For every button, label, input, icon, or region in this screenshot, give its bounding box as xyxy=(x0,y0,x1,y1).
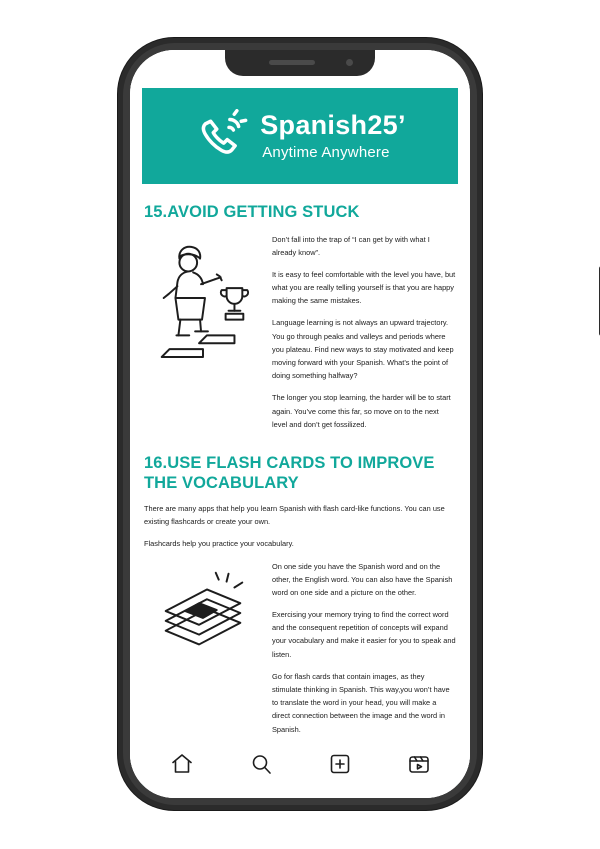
paragraph: The longer you stop learning, the harder will be to start again. You’ve come this far, so move on to the next level and don’t get fossilized. xyxy=(272,393,451,429)
banner-text-block xyxy=(260,111,406,161)
app-root xyxy=(130,50,470,798)
content-scroll-area[interactable] xyxy=(130,88,470,798)
paragraph: Exercising your memory trying to find the correct word and the consequent repetition of concepts will expand your vocabulary and make it easier for you to speak and listen. xyxy=(272,610,456,659)
add-tab[interactable] xyxy=(320,746,360,786)
app-banner xyxy=(142,88,458,184)
search-tab[interactable] xyxy=(241,746,281,786)
section-16-paragraphs xyxy=(272,560,456,736)
phone-ringing-icon xyxy=(194,109,250,165)
section-16-intro-paragraph: Flashcards help you practice your vocabulary. xyxy=(144,539,294,549)
banner-subtitle: Anytime Anywhere xyxy=(262,144,390,162)
section-16-heading: 16.USE FLASH CARDS TO IMPROVE THE VOCABULARY xyxy=(144,453,435,493)
front-camera-icon xyxy=(346,59,353,66)
stack-of-flash-cards-illustration xyxy=(144,560,262,673)
media-tab[interactable] xyxy=(399,746,439,786)
paragraph: Go for flash cards that contain images, as they stimulate thinking in Spanish. This way,you won’t have to translate the word in your head, you will make a direct connection between the image and the word in Spanish. xyxy=(272,671,450,734)
bottom-tab-bar xyxy=(130,734,470,798)
paragraph: It is easy to feel comfortable with the level you have, but what you are really telling yourself is that you are happy making the same mistakes. xyxy=(272,269,456,306)
person-climbing-stairs-to-trophy-illustration xyxy=(144,233,262,366)
video-box-icon xyxy=(407,752,431,781)
banner-title: Spanish25’ xyxy=(260,109,406,140)
section-15-paragraphs xyxy=(272,233,456,431)
phone-device-frame xyxy=(118,38,482,810)
home-icon xyxy=(170,752,194,781)
plus-square-icon xyxy=(328,752,352,781)
section-16-row xyxy=(144,560,456,736)
screen-notch xyxy=(225,50,375,76)
home-tab[interactable] xyxy=(162,746,202,786)
article-body xyxy=(130,202,470,736)
earpiece-speaker-icon xyxy=(269,60,315,65)
section-15-heading: 15.AVOID GETTING STUCK xyxy=(144,203,360,221)
phone-screen xyxy=(130,50,470,798)
paragraph: Don’t fall into the trap of “I can get by with what I already know”. xyxy=(272,234,430,257)
section-15-row xyxy=(144,233,456,431)
search-icon xyxy=(249,752,273,781)
section-16-intro-paragraph: There are many apps that help you learn Spanish with flash card-like functions. You can use existing flashcards or create your own. xyxy=(144,504,445,527)
paragraph: On one side you have the Spanish word and on the other, the English word. You can also have the Spanish word on one side and a picture on the other. xyxy=(272,561,453,597)
paragraph: Language learning is not always an upward trajectory. You go through peaks and valleys and periods where you plateau. Find new ways to stay motivated and keep moving forward with your Spanish. What’s the point of doing something halfway? xyxy=(272,318,454,381)
